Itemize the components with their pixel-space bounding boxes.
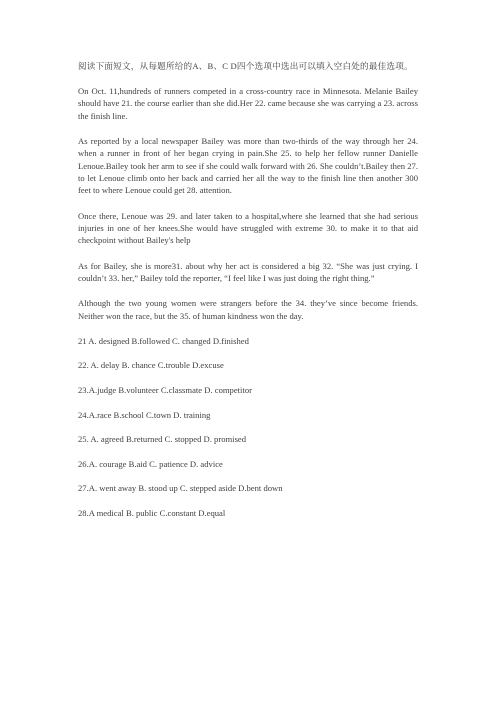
passage-paragraph-4: As for Bailey, she is more31. about why her act is considered a big 32. “She was just crying. I couldn’t 33. her,” Bailey told the reporter, “I feel like I was just doing the right thing.” bbox=[78, 260, 418, 284]
document-body bbox=[78, 60, 418, 532]
passage-paragraph-1: On Oct. 11,hundreds of runners competed in a cross-country race in Minnesota. Melanie Bailey should have 21. the course earlier than she did.Her 22. came because she was carrying a 23. across the finish line. bbox=[78, 85, 418, 121]
question-23-options: 23.A.judge B.volunteer C.classmate D. competitor bbox=[78, 385, 252, 396]
question-28-options: 28.A medical B. public C.constant D.equal bbox=[78, 508, 226, 519]
question-26-options: 26.A. courage B.aid C. patience D. advice bbox=[78, 458, 223, 469]
question-25-options: 25. A. agreed B.returned C. stopped D. promised bbox=[78, 434, 247, 445]
instruction-text: 阅读下面短文，从每题所给的A、B、C D四个选项中选出可以填入空白处的最佳选项。 bbox=[78, 61, 413, 71]
question-options-list bbox=[78, 335, 418, 520]
passage-paragraph-5: Although the two young women were strangers before the 34. they’ve since become friends. Neither won the race, but the 35. of human kindness won the day. bbox=[78, 298, 418, 321]
question-24-options: 24.A.race B.school C.town D. training bbox=[78, 409, 211, 420]
question-22-options: 22. A. delay B. chance C.trouble D.excuse bbox=[78, 360, 224, 371]
question-27-options: 27.A. went away B. stood up C. stepped aside D.bent down bbox=[78, 483, 283, 494]
question-21-options: 21 A. designed B.followed C. changed D.finished bbox=[78, 335, 249, 346]
passage-paragraph-3: Once there, Lenoue was 29. and later taken to a hospital,where she learned that she had serious injuries in one of her knees.She would have struggled with extreme 30. to make it to that aid checkpoint without Bailey's help bbox=[78, 210, 418, 246]
passage-paragraph-2: As reported by a local newspaper Bailey was more than two-thirds of the way through her 24. when a runner in front of her began crying in pain.She 25. to help her fellow runner Danielle Lenoue.Bailey took her arm to see if she could walk forward with 26. She couldn’t.Bailey then 27. to let Lenoue climb onto her back and carried her all the way to the finish line then another 300 feet to where Lenoue could get 28. attention. bbox=[78, 135, 418, 196]
